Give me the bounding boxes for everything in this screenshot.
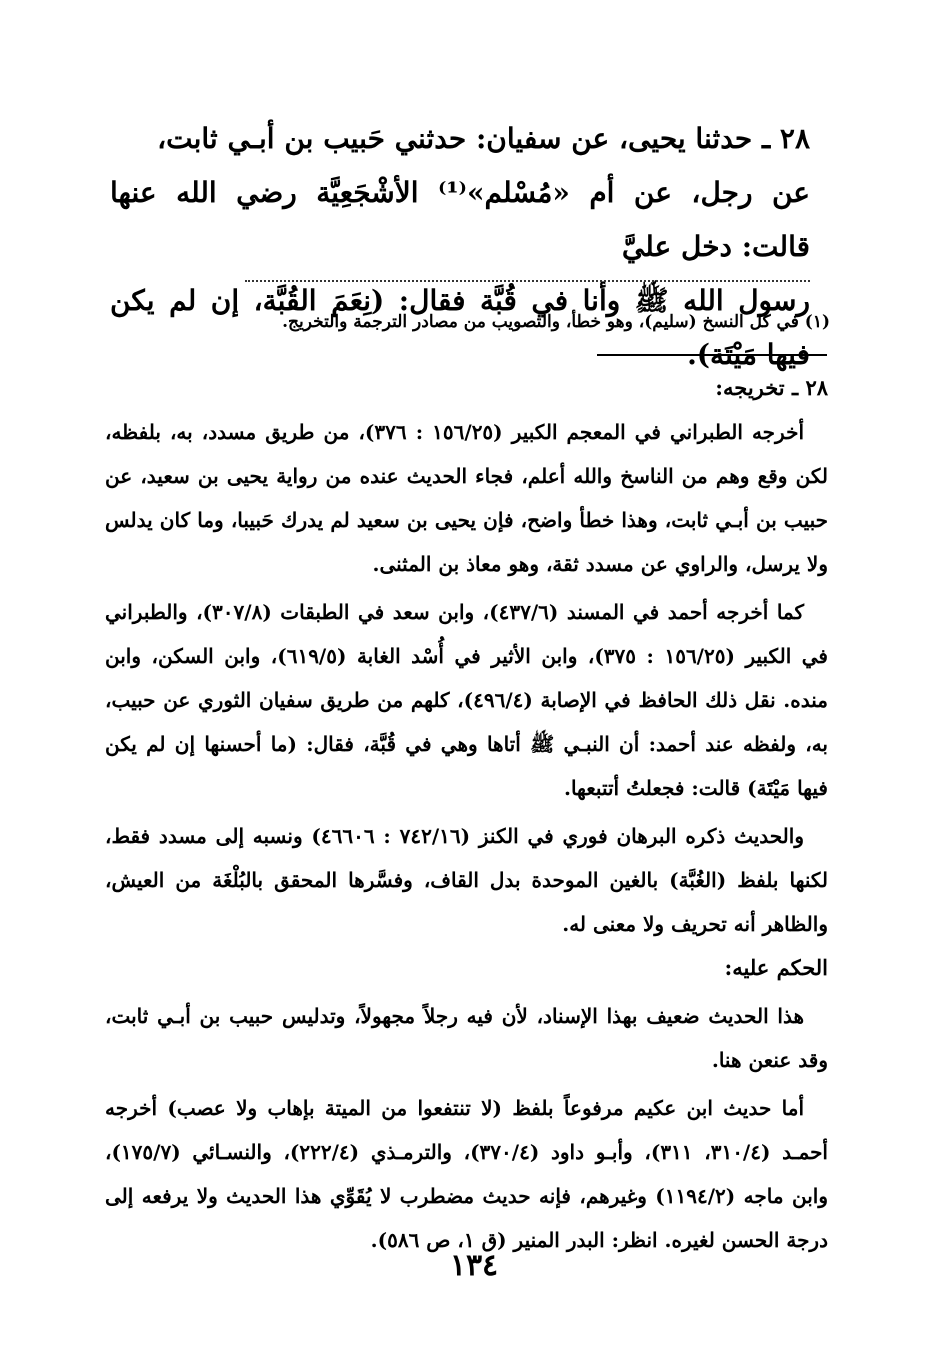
- ruling-paragraph: أما حديث ابن عكيم مرفوعاً بلفظ (لا تنتفعوا من الميتة بإهاب ولا عصب) أخرجه أحمـد (٣١٠/٤، ٣١١)، وأبـو داود (٣٧٠/٤)، والترمـذي (٢٢٢/٤)، والنسـائي (١٧٥/٧)، وابن ماجه (١١٩٤/٢) وغيرهم، فإنه حديث مضطرب لا يُقَوِّي هذا الحديث ولا يرفعه إلى درجة الحسن لغيره. انظر: البدر المنير (ق ١، ص ٥٨٦).: [105, 1096, 828, 1252]
- footnote-separator: [245, 280, 810, 282]
- hadith-line: ٢٨ ـ حدثنا يحيى، عن سفيان: حدثني حَبيب بن أبـي ثابت،: [157, 122, 810, 155]
- takhrij-paragraph: أخرجه الطبراني في المعجم الكبير (١٥٦/٢٥ : ٣٧٦)، من طريق مسدد، به، بلفظه، لكن وقع وهم من الناسخ والله أعلم، فجاء الحديث عنده من رواية يحيى بن سعيد، عن حبيب بن أبـي ثابت، وهذا خطأ واضح، فإن يحيى بن سعيد لم يدرك حَبيبا، وما كان يدلس ولا يرسل، والراوي عن مسدد ثقة، وهو معاذ بن المثنى.: [105, 420, 828, 576]
- page-number: ١٣٤: [449, 1248, 499, 1283]
- commentary: [105, 366, 828, 1262]
- footnote-text: (١) في كل النسخ (سليم)، وهو خطأ، والتصويب من مصادر الترجمة والتخريج.: [282, 312, 830, 332]
- hadith-line: رسول الله ﷺ وأنا في قُبَّة فقال: (نِعَمَ القُبَّة، إن لم يكن فيها مَيْتَة).: [110, 284, 810, 371]
- ruling-paragraph: هذا الحديث ضعيف بهذا الإسناد، لأن فيه رجلاً مجهولاً، وتدليس حبيب بن أبـي ثابت، وقد عنعن هنا.: [105, 1004, 828, 1072]
- ruling-heading: الحكم عليه:: [724, 955, 828, 980]
- footnote: [150, 306, 830, 338]
- hadith-text: [110, 112, 810, 382]
- takhrij-paragraph: والحديث ذكره البرهان فوري في الكنز (٧٤٢/١٦ : ٤٦٦٠٦) ونسبه إلى مسدد فقط، لكنها بلفظ (الغُبَّة) بالغين الموحدة بدل القاف، وفسَّرها المحقق بالبُلْغَة من العيش، والظاهر أنه تحريف ولا معنى له.: [105, 824, 829, 936]
- section-divider: [597, 354, 827, 356]
- takhrij-paragraph: كما أخرجه أحمد في المسند (٤٣٧/٦)، وابن سعد في الطبقات (٣٠٧/٨)، والطبراني في الكبير (١٥٦/٢٥ : ٣٧٥)، وابن الأثير في أُسْد الغابة (٦١٩/٥)، وابن السكن، وابن منده. نقل ذلك الحافظ في الإصابة (٤٩٦/٤)، كلهم من طريق سفيان الثوري عن حبيب، به، ولفظه عند أحمد: أن النبـي ﷺ أتاها وهي في قُبَّة، فقال: (ما أحسنها إن لم يكن فيها مَيْتَة) قالت: فجعلتُ أتتبعها.: [105, 600, 828, 800]
- takhrij-heading: ٢٨ ـ تخريجه:: [715, 375, 828, 400]
- hadith-line: عن رجل، عن أم «مُسْلم»⁽¹⁾ الأشْجَعِيَّة رضي الله عنها قالت: دخل عليَّ: [110, 176, 810, 263]
